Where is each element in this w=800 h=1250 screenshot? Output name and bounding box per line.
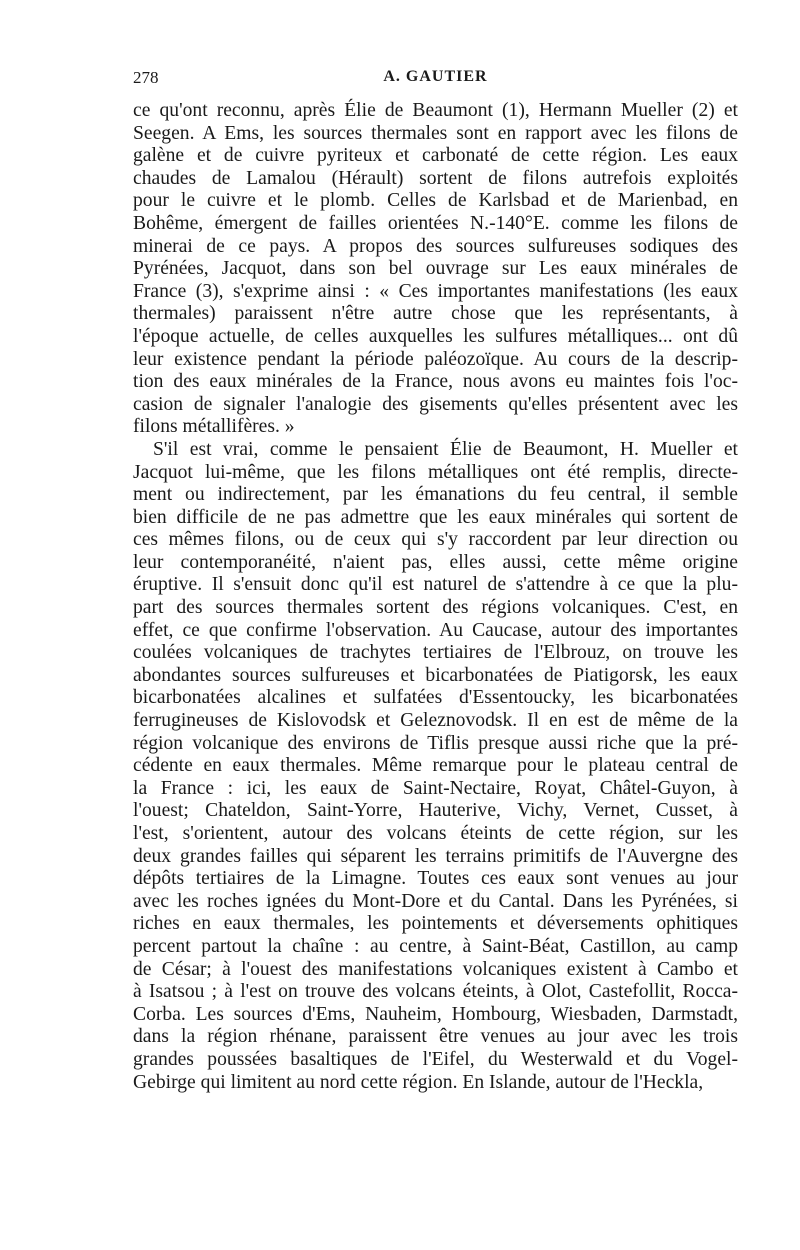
text-line: part des sources thermales sortent des régions volcaniques. C'est, en xyxy=(133,597,738,619)
text-line: deux grandes failles qui séparent les terrains primitifs de l'Auvergne des xyxy=(133,845,738,867)
text-line: S'il est vrai, comme le pensaient Élie de Beaumont, H. Mueller et xyxy=(153,438,738,460)
text-line: région volcanique des environs de Tiflis presque aussi riche que la pré- xyxy=(133,732,738,754)
text-line: l'est, s'orientent, autour des volcans éteints de cette région, sur les xyxy=(133,823,738,844)
text-line: à Isatsou ; à l'est on trouve des volcans éteints, à Olot, Castefollit, Rocca- xyxy=(133,981,738,1003)
text-line: Corba. Les sources d'Ems, Nauheim, Hombourg, Wiesbaden, Darmstadt, xyxy=(133,1003,738,1025)
text-line: ferrugineuses de Kislovodsk et Geleznovodsk. Il en est de même de la xyxy=(133,710,738,732)
text-line: éruptive. Il s'ensuit donc qu'il est naturel de s'attendre à ce que la plu- xyxy=(133,574,738,596)
page-number: 278 xyxy=(133,68,159,87)
text-line: Bohême, émergent de failles orientées N.-140°E. comme les filons de xyxy=(133,212,738,234)
text-line: filons métallifères. » xyxy=(133,416,295,438)
text-line: leur contemporanéité, n'aient pas, elles aussi, cette même origine xyxy=(133,551,738,573)
text-line: tion des eaux minérales de la France, nous avons eu maintes fois l'oc- xyxy=(133,371,738,393)
body-text xyxy=(133,100,738,1094)
text-line: Seegen. A Ems, les sources thermales sont en rapport avec les filons de xyxy=(133,122,738,144)
text-line: bicarbonatées alcalines et sulfatées d'Essentoucky, les bicarbonatées xyxy=(133,687,738,709)
text-line: chaudes de Lamalou (Hérault) sortent de filons autrefois exploités xyxy=(133,167,738,189)
text-line: minerai de ce pays. A propos des sources sulfureuses sodiques des xyxy=(133,235,738,257)
text-line: ce qu'ont reconnu, après Élie de Beaumont (1), Hermann Mueller (2) et xyxy=(133,100,738,121)
text-line: avec les roches ignées du Mont-Dore et du Cantal. Dans les Pyrénées, si xyxy=(133,890,738,912)
running-head xyxy=(133,68,738,96)
text-line: effet, ce que confirme l'observation. Au Caucase, autour des importantes xyxy=(133,619,738,641)
paragraph-2 xyxy=(133,439,738,1094)
text-line: leur existence pendant la période paléozoïque. Au cours de la descrip- xyxy=(133,348,738,370)
text-line: ment ou indirectement, par les émanations du feu central, il semble xyxy=(133,484,738,506)
text-line: Gebirge qui limitent au nord cette région. En Islande, autour de l'Heckla, xyxy=(133,1071,704,1093)
paragraph-1 xyxy=(133,100,738,439)
text-line: dans la région rhénane, paraissent être venues au jour avec les trois xyxy=(133,1026,738,1048)
text-line: riches en eaux thermales, les pointements et déversements ophitiques xyxy=(133,913,738,935)
text-line: France (3), s'exprime ainsi : « Ces importantes manifestations (les eaux xyxy=(133,280,738,302)
text-line: percent partout la chaîne : au centre, à Saint-Béat, Castillon, au camp xyxy=(133,935,738,957)
text-line: grandes poussées basaltiques de l'Eifel, du Westerwald et du Vogel- xyxy=(133,1048,738,1070)
text-line: l'ouest; Chateldon, Saint-Yorre, Hauterive, Vichy, Vernet, Cusset, à xyxy=(133,800,738,822)
text-line: Jacquot lui-même, que les filons métalliques ont été remplis, directe- xyxy=(133,461,738,483)
text-line: abondantes sources sulfureuses et bicarbonatées de Piatigorsk, les eaux xyxy=(133,664,738,686)
text-line: casion de signaler l'analogie des gisements qu'elles présentent avec les xyxy=(133,393,738,415)
text-line: dépôts tertiaires de la Limagne. Toutes ces eaux sont venues au jour xyxy=(133,868,738,890)
text-line: coulées volcaniques de trachytes tertiaires de l'Elbrouz, on trouve les xyxy=(133,642,738,664)
running-title: A. GAUTIER xyxy=(383,68,488,85)
text-line: galène et de cuivre pyriteux et carbonaté de cette région. Les eaux xyxy=(133,145,738,167)
text-line: la France : ici, les eaux de Saint-Nectaire, Royat, Châtel-Guyon, à xyxy=(133,777,738,799)
text-line: pour le cuivre et le plomb. Celles de Karlsbad et de Marienbad, en xyxy=(133,190,738,212)
text-line: Pyrénées, Jacquot, dans son bel ouvrage sur Les eaux minérales de xyxy=(133,258,738,280)
text-line: l'époque actuelle, de celles auxquelles les sulfures métalliques... ont dû xyxy=(133,325,738,347)
text-line: ces mêmes filons, ou de ceux qui s'y raccordent par leur direction ou xyxy=(133,529,738,551)
text-line: de César; à l'ouest des manifestations volcaniques existent à Cambo et xyxy=(133,958,738,980)
text-line: cédente en eaux thermales. Même remarque pour le plateau central de xyxy=(133,755,738,777)
text-line: bien difficile de ne pas admettre que les eaux minérales qui sortent de xyxy=(133,506,738,528)
text-line: thermales) paraissent n'être autre chose que les représentants, à xyxy=(133,303,738,325)
